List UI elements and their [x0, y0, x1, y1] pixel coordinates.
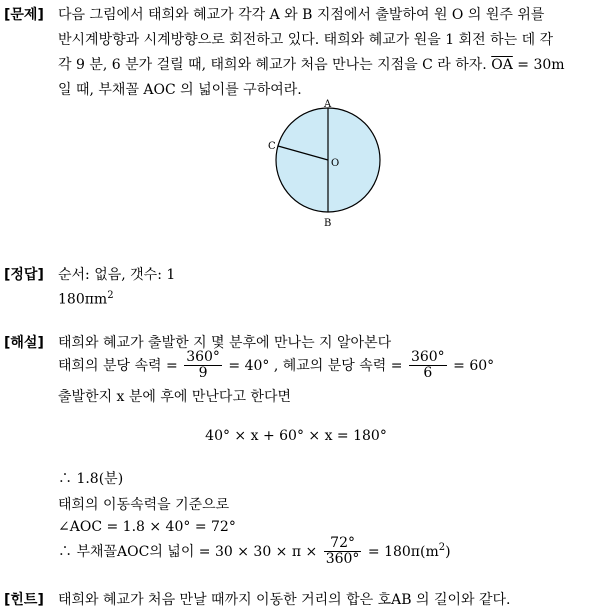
area-numerator: 72° [324, 536, 362, 552]
problem-line-1: 다음 그림에서 태희와 혜교가 각각 A 와 B 지점에서 출발하여 원 O 의 원주 위를 [58, 7, 545, 23]
problem-line-3 [58, 54, 565, 74]
area-close: ) [445, 543, 451, 560]
speed-h-denominator: 6 [423, 365, 433, 382]
area-fraction [324, 536, 362, 568]
area-sup: 2 [438, 542, 446, 554]
label-o: O [331, 158, 340, 169]
answer-value [58, 290, 114, 308]
speed-t-numerator: 360° [186, 349, 220, 365]
speed-h-fraction [409, 350, 447, 382]
speed-h-result: = 60° [453, 357, 495, 374]
answer-value-main: 180πm [58, 291, 108, 308]
hint-tag: [힌트] [4, 592, 44, 608]
area-denominator: 360° [325, 551, 360, 568]
problem-line-3-text: 각 9 분, 6 분가 걸릴 때, 태희와 혜교가 처음 만나는 지점을 C 라 하자. [58, 57, 487, 73]
explanation-line-1: 태희와 혜교가 출발한 지 몇 분후에 만나는 지 알아본다 [58, 335, 392, 351]
speed-line [58, 350, 494, 382]
label-b: B [324, 218, 332, 229]
speed-t-denominator: 9 [198, 365, 208, 382]
area-line [58, 536, 451, 568]
hint-text: 태희와 혜교가 처음 만날 때까지 이동한 거리의 합은 호AB 의 길이와 같다. [58, 592, 511, 608]
oa-value: = 30m [512, 57, 565, 73]
area-prefix: ∴ 부채꼴AOC의 넓이 = 30 × 30 × π × [58, 543, 318, 560]
explanation-tag: [해설] [4, 335, 44, 351]
area-result: = 180π(m [367, 543, 439, 560]
circle-figure [262, 98, 392, 230]
speed-t-prefix: 태희의 분당 속력 = [58, 357, 178, 374]
answer-value-sup: 2 [107, 290, 114, 301]
label-c: C [268, 141, 276, 152]
problem-line-2: 반시계방향과 시계방향으로 회전하고 있다. 태희와 혜교가 원을 1 회전 하는 데 각 [58, 32, 554, 48]
equation: 40° × x + 60° × x = 180° [205, 428, 387, 444]
therefore-line: ∴ 1.8(분) [58, 471, 124, 487]
label-a: A [324, 99, 332, 110]
speed-t-result: = 40° , 혜교의 분당 속력 = [228, 357, 403, 374]
base-line: 태희의 이동속력을 기준으로 [58, 497, 230, 513]
answer-tag: [정답] [4, 267, 44, 283]
answer-order: 순서: 없음, 갯수: 1 [58, 267, 176, 283]
speed-h-numerator: 360° [410, 349, 445, 365]
problem-tag: [문제] [4, 7, 44, 23]
segment-oa: $\overline{OA}$ [491, 57, 513, 73]
angle-line: ∠AOC = 1.8 × 40° = 72° [58, 519, 236, 535]
problem-line-4: 일 때, 부채꼴 AOC 의 넓이를 구하여라. [58, 82, 302, 98]
explanation-line-3: 출발한지 x 분에 후에 만난다고 한다면 [58, 389, 292, 405]
speed-t-fraction [184, 350, 222, 382]
